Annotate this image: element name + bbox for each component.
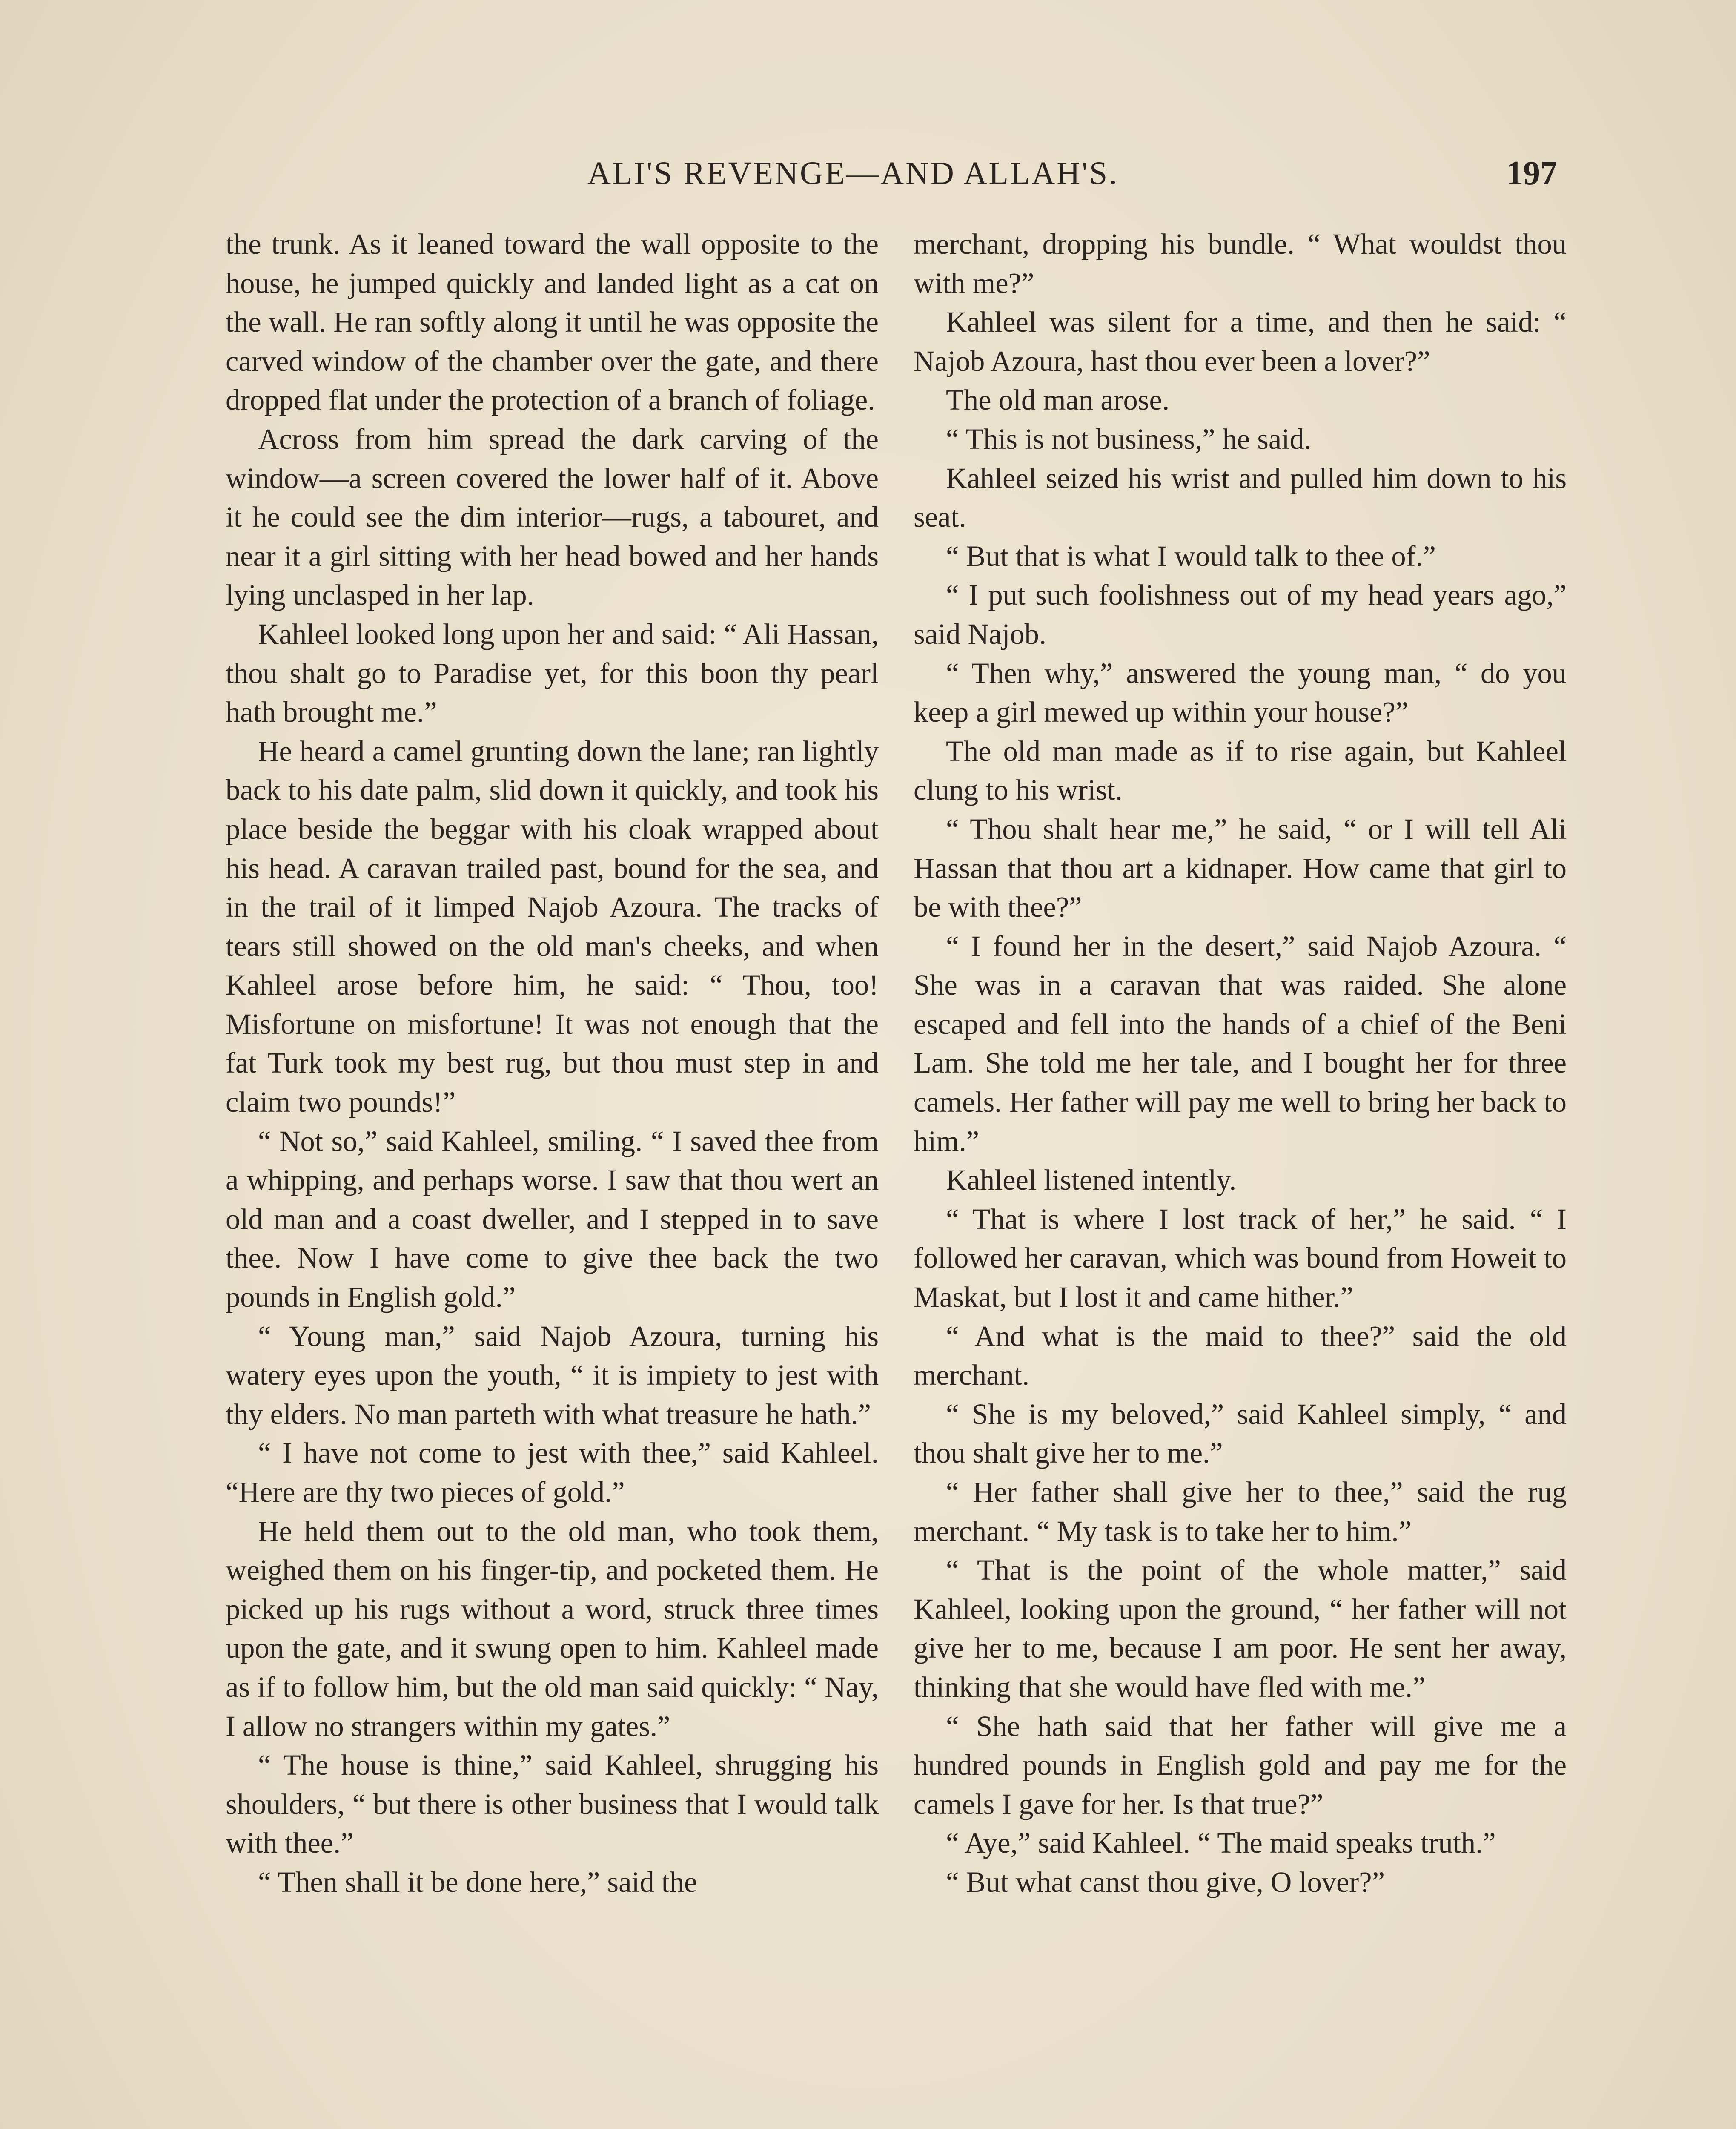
paragraph: “ She hath said that her father will give me a hundred pounds in English gold and pay me for the camels I gave for her. Is that true?” (914, 1710, 1567, 1820)
paragraph: “ Then shall it be done here,” said the (258, 1865, 697, 1898)
paragraph: “ Not so,” said Kahleel, smiling. “ I saved thee from a whipping, and perhaps worse. I saw that thou wert an old man and a coast dweller, and I stepped in to save thee. Now I have come to give thee back the two pounds in English gold.” (226, 1125, 879, 1314)
paragraph: Kahleel looked long upon her and said: “ Ali Hassan, thou shalt go to Paradise yet, for this boon thy pearl hath brought me.” (226, 617, 879, 729)
paragraph: The old man made as if to rise again, but Kahleel clung to his wrist. (914, 735, 1567, 806)
paragraph: “ I have not come to jest with thee,” said Kahleel. “Here are thy two pieces of gold.” (226, 1437, 879, 1508)
paragraph: “ The house is thine,” said Kahleel, shrugging his shoulders, “ but there is other business that I would talk with thee.” (226, 1749, 879, 1859)
paragraph: “ She is my beloved,” said Kahleel simply, “ and thou shalt give her to me.” (914, 1397, 1567, 1469)
paragraph: “ Then why,” answered the young man, “ do you keep a girl mewed up within your house?” (914, 657, 1567, 729)
paragraph: Kahleel was silent for a time, and then he said: “ Najob Azoura, hast thou ever been a lover?” (914, 306, 1567, 377)
left-column (226, 225, 879, 2129)
paragraph: “ This is not business,” he said. (946, 422, 1312, 455)
paragraph: “ That is the point of the whole matter,” said Kahleel, looking upon the ground, “ her father will not give her to me, because I am poor. He sent her away, thinking that she would have fled with me.” (914, 1554, 1567, 1703)
page-number: 197 (1506, 155, 1557, 192)
paragraph: Kahleel listened intently. (946, 1164, 1237, 1196)
paragraph: “ And what is the maid to thee?” said the old merchant. (914, 1320, 1567, 1392)
paragraph: “ I put such foolishness out of my head years ago,” said Najob. (914, 579, 1567, 650)
paragraph: “ Aye,” said Kahleel. “ The maid speaks truth.” (946, 1827, 1496, 1859)
paragraph: Across from him spread the dark carving of the window—a screen covered the lower half of it. Above it he could see the dim interior—rugs, a tabouret, and near it a girl sitting with her head bowed and her hands lying unclasped in her lap. (226, 422, 879, 611)
paragraph: The old man arose. (946, 384, 1169, 416)
running-title: ALI'S REVENGE—AND ALLAH'S. (587, 155, 1119, 191)
paragraph: the trunk. As it leaned toward the wall opposite to the house, he jumped quickly and landed light as a cat on the wall. He ran softly along it until he was opposite the carved window of the chamber over the gate, and there dropped flat under the protection of a branch of foliage. (226, 228, 879, 416)
paragraph: “ I found her in the desert,” said Najob Azoura. “ She was in a caravan that was raided. She alone escaped and fell into the hands of a chief of the Beni Lam. She told me her tale, and I bought her for three camels. Her father will pay me well to bring her back to him.” (914, 930, 1567, 1157)
paragraph: “ But that is what I would talk to thee of.” (946, 539, 1436, 572)
paragraph: He heard a camel grunting down the lane; ran lightly back to his date palm, slid down it quickly, and took his place beside the beggar with his cloak wrapped about his head. A caravan trailed past, bound for the sea, and in the trail of it limped Najob Azoura. The tracks of tears still showed on the old man's cheeks, and when Kahleel arose before him, he said: “ Thou, too! Misfortune on misfortune! It was not enough that the fat Turk took my best rug, but thou must step in and claim two pounds!” (226, 735, 879, 1119)
paragraph: “ Thou shalt hear me,” he said, “ or I will tell Ali Hassan that thou art a kidnaper. How came that girl to be with thee?” (914, 812, 1567, 924)
page-header (0, 150, 1736, 197)
paragraph: “ Young man,” said Najob Azoura, turning his watery eyes upon the youth, “ it is impiety to jest with thy elders. No man parteth with what treasure he hath.” (226, 1320, 879, 1430)
paragraph: merchant, dropping his bundle. “ What wouldst thou with me?” (914, 228, 1567, 299)
paragraph: He held them out to the old man, who took them, weighed them on his finger-tip, and pocketed them. He picked up his rugs without a word, struck three times upon the gate, and it swung open to him. Kahleel made as if to follow him, but the old man said quickly: “ Nay, I allow no strangers within my gates.” (226, 1515, 879, 1742)
right-column (914, 225, 1567, 2129)
paragraph: Kahleel seized his wrist and pulled him down to his seat. (914, 462, 1567, 534)
paragraph: “ But what canst thou give, O lover?” (946, 1865, 1385, 1898)
paragraph: “ Her father shall give her to thee,” said the rug merchant. “ My task is to take her to him.” (914, 1476, 1567, 1547)
paragraph: “ That is where I lost track of her,” he said. “ I followed her caravan, which was bound from Howeit to Maskat, but I lost it and came hither.” (914, 1202, 1567, 1314)
